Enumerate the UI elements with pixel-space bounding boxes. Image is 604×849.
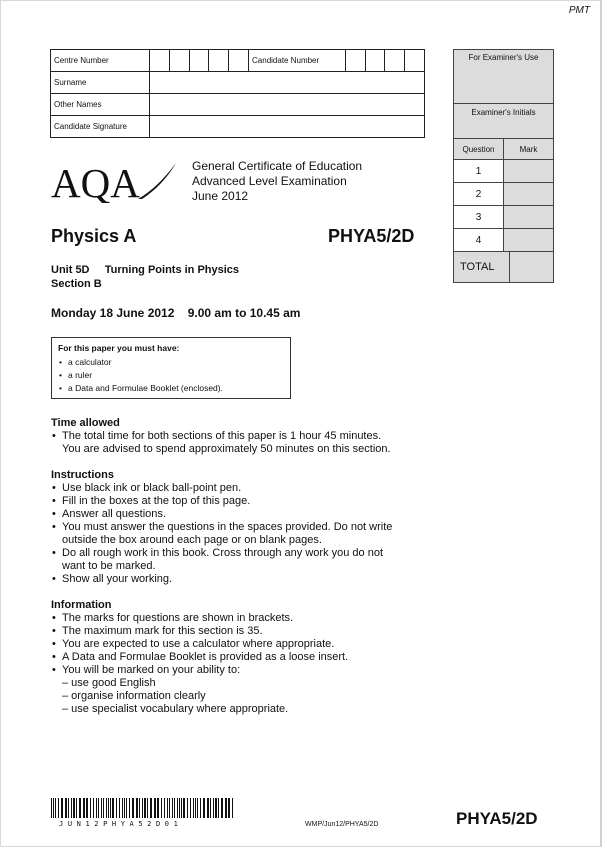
barcode-bar: [90, 798, 91, 818]
barcode-bar: [164, 798, 165, 818]
centre-number-box[interactable]: [209, 50, 229, 72]
barcode-bar: [73, 798, 75, 818]
barcode-bar: [124, 798, 125, 818]
instruction-item-continued: outside the box around each page or on blank pages.: [62, 534, 322, 546]
barcode-bar: [142, 798, 143, 818]
surname-label: Surname: [51, 72, 150, 94]
information-item: • A Data and Formulae Booklet is provided as a loose insert.: [51, 651, 421, 664]
barcode-bar: [116, 798, 117, 818]
examiner-use-title: For Examiner's Use: [454, 50, 553, 104]
instruction-item: • Do all rough work in this book. Cross through any work you do not: [51, 547, 421, 560]
qualification-line: Advanced Level Examination: [192, 174, 347, 188]
corner-mark: PMT: [568, 5, 590, 16]
barcode-bar: [150, 798, 152, 818]
barcode-bar: [218, 798, 219, 818]
barcode-bar: [76, 798, 77, 818]
barcode-bar: [161, 798, 162, 818]
barcode-bar: [61, 798, 63, 818]
barcode-bar: [157, 798, 159, 818]
instructions-section: [51, 469, 421, 586]
barcode-number: JUN12PHYA52D01: [59, 820, 183, 828]
question-number: 3: [454, 206, 504, 228]
barcode-bar: [53, 798, 54, 818]
barcode-bar: [190, 798, 191, 818]
qualification-line: General Certificate of Education: [192, 159, 363, 173]
requirement-item: • a calculator: [58, 356, 284, 369]
barcode-bar: [177, 798, 178, 818]
question-row: [454, 160, 553, 183]
barcode-bar: [144, 798, 146, 818]
total-mark-cell[interactable]: [510, 252, 553, 282]
candidate-number-box[interactable]: [405, 50, 425, 72]
barcode-bar: [96, 798, 97, 818]
barcode-bar: [108, 798, 109, 818]
barcode-bar: [174, 798, 175, 818]
centre-number-label: Centre Number: [51, 50, 150, 72]
time-allowed-text: • The total time for both sections of this paper is 1 hour 45 minutes.: [51, 430, 421, 443]
barcode-bar: [147, 798, 148, 818]
instruction-item: • You must answer the questions in the spaces provided. Do not write: [51, 521, 421, 534]
requirement-item: • a Data and Formulae Booklet (enclosed).: [58, 382, 284, 395]
barcode-bar: [112, 798, 114, 818]
centre-number-box[interactable]: [189, 50, 209, 72]
examiner-initials-label: Examiner's Initials: [454, 104, 553, 139]
aqa-logo: [50, 159, 178, 203]
barcode-bar: [126, 798, 127, 818]
total-row: [454, 252, 553, 282]
footer-paper-code: PHYA5/2D: [456, 809, 538, 828]
centre-number-box[interactable]: [229, 50, 249, 72]
barcode-bar: [197, 798, 198, 818]
barcode-bar: [203, 798, 205, 818]
barcode-bar: [101, 798, 102, 818]
question-row: [454, 229, 553, 252]
information-item: • You will be marked on your ability to:: [51, 664, 421, 677]
barcode-bar: [215, 798, 217, 818]
barcode: [51, 798, 237, 818]
barcode-bar: [98, 798, 99, 818]
unit-block: [51, 263, 239, 291]
other-names-field[interactable]: [150, 94, 425, 116]
barcode-bar: [65, 798, 67, 818]
information-subitem: – use specialist vocabulary where appropriate.: [62, 703, 289, 715]
barcode-bar: [200, 798, 201, 818]
barcode-bar: [86, 798, 88, 818]
subject-title: Physics A: [51, 226, 137, 246]
unit-title: Unit 5D Turning Points in Physics: [51, 264, 240, 276]
information-subitem: – use good English: [62, 677, 156, 689]
barcode-bar: [183, 798, 185, 818]
barcode-bar: [93, 798, 94, 818]
instruction-item-continued: want to be marked.: [62, 560, 156, 572]
examiner-table-header: [454, 139, 553, 160]
question-number: 1: [454, 160, 504, 182]
barcode-bar: [207, 798, 209, 818]
barcode-bar: [187, 798, 188, 818]
signature-label: Candidate Signature: [51, 116, 150, 138]
instruction-item: • Show all your working.: [51, 573, 421, 586]
other-names-label: Other Names: [51, 94, 150, 116]
barcode-bar: [58, 798, 59, 818]
barcode-bar: [103, 798, 104, 818]
barcode-bar: [122, 798, 123, 818]
barcode-bar: [55, 798, 56, 818]
information-item: • You are expected to use a calculator where appropriate.: [51, 638, 421, 651]
barcode-bar: [119, 798, 120, 818]
candidate-number-box[interactable]: [385, 50, 405, 72]
instruction-item: • Fill in the boxes at the top of this page.: [51, 495, 421, 508]
candidate-details-table: [50, 49, 425, 138]
centre-number-box[interactable]: [169, 50, 189, 72]
section-title: Section B: [51, 278, 102, 290]
barcode-bar: [129, 798, 130, 818]
exam-date-time: Monday 18 June 2012 9.00 am to 10.45 am: [51, 306, 301, 320]
information-section: [51, 599, 421, 716]
barcode-bar: [139, 798, 140, 818]
question-number: 4: [454, 229, 504, 251]
barcode-bar: [136, 798, 138, 818]
instructions-heading: Instructions: [51, 469, 114, 481]
barcode-bar: [154, 798, 156, 818]
barcode-bar: [167, 798, 168, 818]
instruction-item: • Use black ink or black ball-point pen.: [51, 482, 421, 495]
signature-field[interactable]: [150, 116, 425, 138]
candidate-number-label: Candidate Number: [249, 50, 346, 72]
barcode-bar: [221, 798, 223, 818]
paper-code: PHYA5/2D: [328, 226, 415, 246]
qualification-block: [192, 159, 362, 204]
mark-cell[interactable]: [504, 206, 553, 228]
information-item: • The marks for questions are shown in brackets.: [51, 612, 421, 625]
barcode-bar: [106, 798, 107, 818]
barcode-bar: [181, 798, 182, 818]
barcode-bar: [228, 798, 230, 818]
question-row: [454, 183, 553, 206]
barcode-bar: [172, 798, 173, 818]
barcode-bar: [225, 798, 227, 818]
question-row: [454, 206, 553, 229]
question-number: 2: [454, 183, 504, 205]
mark-cell[interactable]: [504, 160, 553, 182]
time-allowed-text: You are advised to spend approximately 50 minutes on this section.: [62, 443, 391, 455]
exam-session: June 2012: [192, 189, 249, 203]
logo-text: AQA: [51, 160, 140, 203]
total-label: TOTAL: [454, 252, 510, 282]
barcode-bar: [232, 798, 233, 818]
barcode-bar: [83, 798, 85, 818]
barcode-bar: [68, 798, 69, 818]
information-item: • The maximum mark for this section is 35.: [51, 625, 421, 638]
information-heading: Information: [51, 599, 112, 611]
mark-cell[interactable]: [504, 183, 553, 205]
mark-header: Mark: [519, 144, 538, 154]
barcode-bar: [110, 798, 111, 818]
barcode-bar: [193, 798, 194, 818]
requirements-box: [51, 337, 291, 399]
requirement-item: • a ruler: [58, 369, 284, 382]
barcode-bar: [51, 798, 52, 818]
barcode-bar: [179, 798, 180, 818]
barcode-bar: [169, 798, 170, 818]
time-allowed-section: [51, 417, 421, 456]
barcode-bar: [79, 798, 81, 818]
time-allowed-heading: Time allowed: [51, 417, 120, 429]
requirements-title: For this paper you must have:: [58, 343, 180, 353]
centre-number-box[interactable]: [150, 50, 170, 72]
candidate-number-box[interactable]: [345, 50, 365, 72]
instruction-item: • Answer all questions.: [51, 508, 421, 521]
barcode-bar: [213, 798, 214, 818]
barcode-bar: [210, 798, 211, 818]
surname-field[interactable]: [150, 72, 425, 94]
job-reference: WMP/Jun12/PHYA5/2D: [305, 821, 379, 828]
barcode-bar: [132, 798, 134, 818]
question-header: Question: [454, 139, 504, 159]
examiner-use-table: [453, 49, 554, 283]
mark-cell[interactable]: [504, 229, 553, 251]
barcode-bar: [71, 798, 72, 818]
barcode-bar: [195, 798, 196, 818]
information-subitem: – organise information clearly: [62, 690, 206, 702]
candidate-number-box[interactable]: [365, 50, 385, 72]
